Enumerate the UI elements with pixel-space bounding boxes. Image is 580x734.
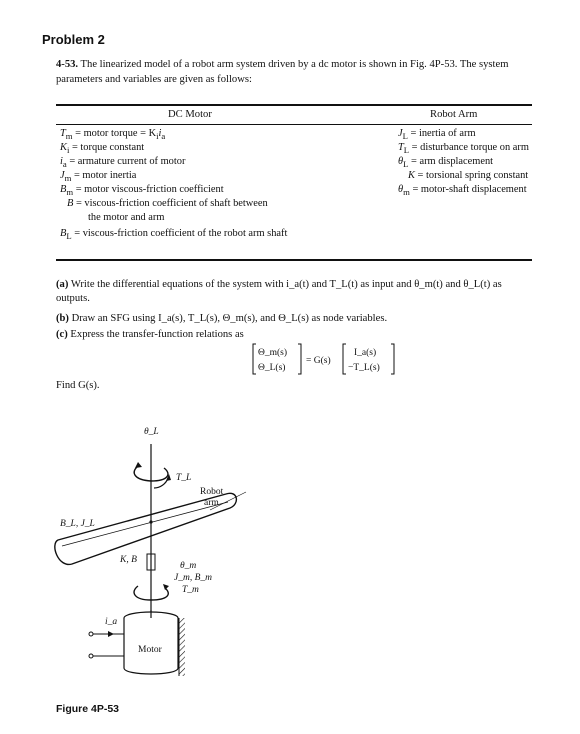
intro-text: The linearized model of a robot arm system driven by a dc motor is shown in Fig. 4P-53. The system parameters and variables are given as follows: [56, 59, 509, 85]
arm-row-thetam: $\theta_m$ = motor-shaft displacement [398, 184, 527, 198]
label-robot-2: arm [204, 498, 219, 508]
transfer-function-equation [252, 342, 492, 379]
label-robot-1: Robot [200, 487, 224, 497]
part-c: (c) Express the transfer-function relations as [56, 329, 244, 340]
label-t-l: T_L [176, 473, 192, 483]
rhs-bottom: −T_L(s) [348, 363, 380, 373]
table-top-rule [56, 104, 532, 106]
column-header-dc-motor: DC Motor [168, 109, 212, 120]
table-header-rule [56, 124, 532, 125]
robot-arm-figure [50, 418, 250, 700]
find-g: Find G(s). [56, 380, 100, 391]
problem-heading: Problem 2 [42, 32, 105, 47]
lhs-top: Θ_m(s) [258, 348, 288, 358]
ground-hatch [179, 618, 185, 676]
dc-row-bm: $B_m$ = motor viscous-friction coefficient [60, 184, 224, 198]
arm-row-k: K = torsional spring constant [408, 170, 529, 181]
problem-number: 4-53. [56, 59, 79, 70]
part-a: (a) Write the differential equations of the system with i_a(t) and T_L(t) as input and θ_m(t) and θ_L(t) as outputs. [56, 279, 502, 304]
label-t-m: T_m [182, 585, 199, 595]
dc-row-b-cont: the motor and arm [88, 212, 165, 223]
figure-caption: Figure 4P-53 [56, 703, 120, 715]
problem-intro [56, 58, 534, 87]
label-bl-jl: B_L, J_L [60, 519, 95, 529]
label-jm-bm: J_m, B_m [174, 573, 212, 583]
arm-row-thetal: $\theta_L$ = arm displacement [398, 156, 494, 170]
dc-row-bl: $B_L$ = viscous-friction coefficient of the robot arm shaft [60, 228, 288, 242]
part-b: (b) Draw an SFG using I_a(s), T_L(s), Θ_m(s), and Θ_L(s) as node variables. [56, 313, 388, 324]
dc-row-ki: $K_i$ = torque constant [60, 142, 145, 156]
eq-operator: = G(s) [306, 356, 331, 366]
dc-row-tm: $T_m$ = motor torque = $K_ii_a$ [60, 128, 166, 142]
label-i-a: i_a [105, 617, 118, 627]
matrix-equation-graphic [252, 342, 492, 376]
column-header-robot-arm: Robot Arm [430, 109, 478, 120]
label-motor: Motor [138, 645, 162, 655]
label-theta-l: θ_L [144, 427, 159, 437]
label-k-b: K, B [120, 555, 137, 565]
dc-row-jm: $J_m$ = motor inertia [60, 170, 137, 184]
arm-row-jl: $J_L$ = inertia of arm [398, 128, 476, 142]
dc-row-b: B = viscous-friction coefficient of shaft between [67, 198, 268, 209]
rhs-top: I_a(s) [354, 348, 377, 358]
label-theta-m: θ_m [180, 561, 197, 571]
table-bottom-rule [56, 259, 532, 261]
arm-row-tl: $T_L$ = disturbance torque on arm [398, 142, 529, 156]
lhs-bottom: Θ_L(s) [258, 363, 286, 373]
dc-row-ia: $i_a$ = armature current of motor [60, 156, 186, 170]
